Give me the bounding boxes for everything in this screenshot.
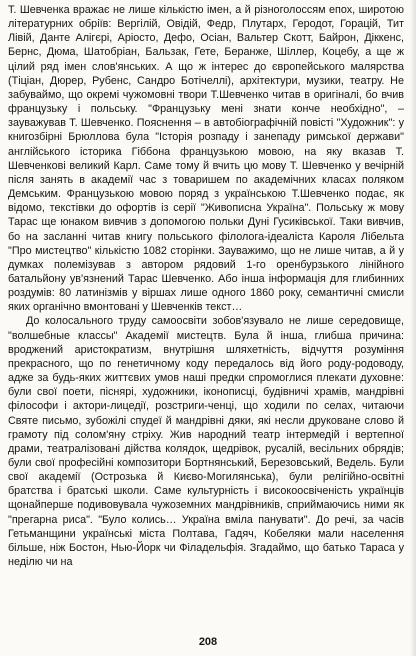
paragraph-2: До колосального труду самоосвіти зобов'язувало не лише середовище, "волшебные классы" Академії мистецтв. Була й інша, глибша причина: вроджений аристократизм, внутрішня шляхетність, відчуття розуміння прекрасного, що по генетичному коду передалось від його роду-родоводу, адже за будь-яких життєвих умов наші предки спромоглися плекати духовне: були свої поети, піснярі, художники, іконописці, будівничі храмів, мандрівні філософи і актори-лицедії, розстриги-ченці, що ходили по селах, читаючи Святе письмо, зубожілі спудеї й мандрівні дяки, які несли друковане слово й грамоту під солом'яну стріху. Жив народний театр інтермедій і вертепної драми, театралізовані дійства колядок, щедрівок, русалій, весільних обрядів; були свої професійні композитори Бортнянський, Березовський, Ведель. Були свої академії (Острозька й Києво-Могилянська), були релігійно-освітні братства і братські школи. Саме культурність і високоосвіченість українців щонайперше подивовувала чужоземних мандрівників, сприймаючись ними як "прегарна риса". "Було колись… Україна вміла панувати". До речі, за часів Гетьманщини українські міста Полтава, Гадяч, Кобеляки мали населення більше, ніж Бостон, Нью-Йорк чи Філадельфія. Згадаймо, що батько Тараса у неділю чи на (8, 315, 404, 569)
page-number: 208 (198, 636, 218, 648)
page-edge-shadow (410, 0, 416, 656)
page-body-text (8, 3, 404, 569)
paragraph-1: Т. Шевченка вражає не лише кількістю імен, а й різноголоссям епох, широтою літературних обріїв: Вергілій, Овідій, Федр, Плутарх, Геродот, Горацій, Тит Лівій, Данте Алігєрі, Аріосто, Дефо, Осіан, Вальтер Скотт, Байрон, Діккенс, Бернс, Дюма, Шатобріан, Бальзак, Гете, Беранже, Шіллер, Коцебу, а ще ж цілий ряд імен слов'янських. А що ж інтерес до європейського малярства (Тіціан, Дюрер, Рубенс, Сандро Ботічеллі), архітектури, музики, театру. Не забуваймо, що окремі чужомовні твори Т.Шевченко читав в оригіналі, бо вчив французьку і польську. "Французьку мені знати конче необхідно", – зауважував Т. Шевченко. Пояснення – в автобіографічній повісті "Художник": у книгозбірні Брюллова була "Історія розпаду і занепаду римської держави" англійського історика Гіббона французькою мовою, на яку вказав Т. Шевченкові великий Карл. Саме тому й вчить цю мову Т. Шевченко у вечірній після занять в академії час з товаришем по академічних класах поляком Демським. Французькою мовою поряд з українською Т.Шевченко подає, як відомо, текстівки до офортів із серії "Живописна Україна". Польську ж мову Тарас ще юнаком вивчив з допомогою польки Дуні Гусиківської. Таки вивчив, бо на засланні читав книгу польського філолога-ідеаліста Кароля Лібельта "Про мистецтво" кількістю 1082 сторінки. Зауважимо, що не лише читав, а й у думках полемізував з автором рядовий 1-го оренбурзького лінійного батальйону ув'язнений Тарас Шевченко. Або інша інформація для глибинних роздумів: 80 латинізмів у віршах лише одного 1860 року, семантичні смисли яких органічно вмонтовані у Шевченків текст… (8, 4, 404, 314)
